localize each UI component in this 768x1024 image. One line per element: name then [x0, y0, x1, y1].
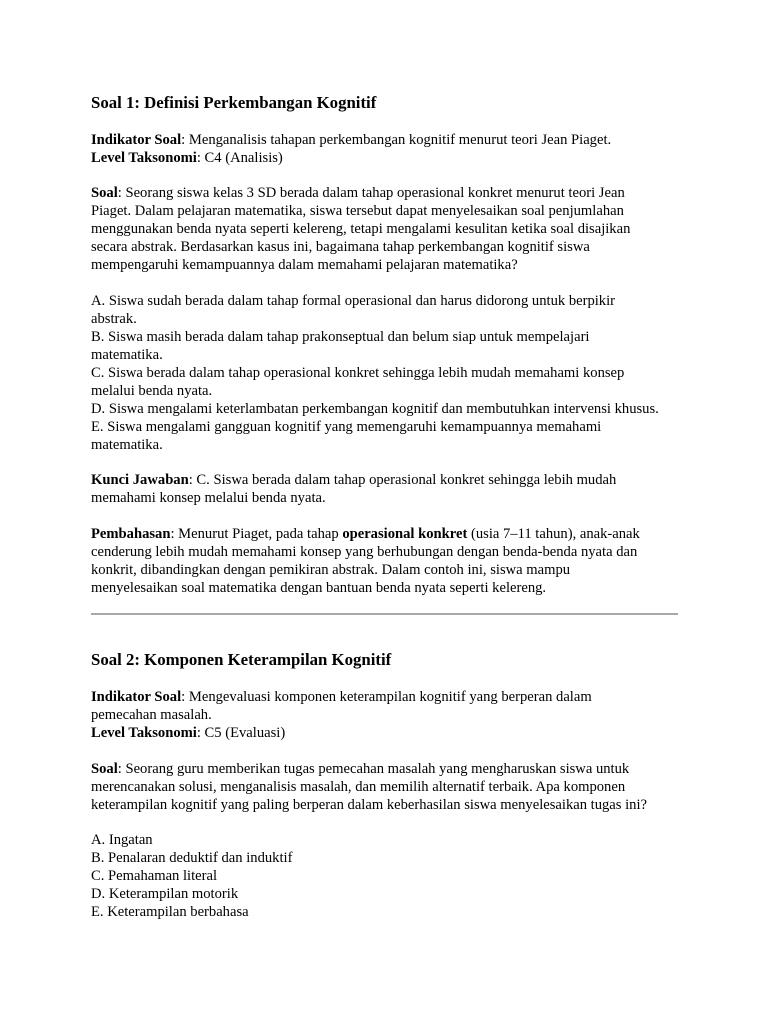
q2-indicator	[91, 688, 681, 724]
q1-discussion	[91, 525, 681, 597]
q1-option-e: E. Siswa mengalami gangguan kognitif yang memengaruhi kemampuannya memahami matematika.	[91, 419, 602, 453]
q2-option-d: D. Keterampilan motorik	[91, 886, 239, 902]
q1-answer-key-label: Kunci Jawaban	[91, 472, 189, 488]
q1-answer-key-text: : C. Siswa berada dalam tahap operasional konkret sehingga lebih mudah memahami konsep melalui benda nyata.	[91, 472, 617, 506]
q1-question-label: Soal	[91, 185, 118, 201]
q1-indicator-label: Indikator Soal	[91, 132, 182, 148]
q1-level-label: Level Taksonomi	[91, 150, 197, 166]
q1-discussion-pre: : Menurut Piaget, pada tahap	[170, 526, 343, 542]
q2-level-text: : C5 (Evaluasi)	[196, 725, 286, 741]
q2-option-c: C. Pemahaman literal	[91, 868, 218, 884]
q2-option-b: B. Penalaran deduktif dan induktif	[91, 850, 293, 866]
q2-question-label: Soal	[91, 761, 118, 777]
q2-title: Soal 2: Komponen Keterampilan Kognitif	[91, 650, 392, 669]
q2-indicator-label: Indikator Soal	[91, 689, 182, 705]
q2-question-text: : Seorang guru memberikan tugas pemecahan masalah yang mengharuskan siswa untuk merencanakan solusi, menganalisis masalah, dan memilih alternatif terbaik. Apa komponen keterampilan kognitif yang paling berperan dalam keberhasilan siswa menyelesaikan tugas ini?	[91, 761, 647, 813]
q1-option-a: A. Siswa sudah berada dalam tahap formal operasional dan harus didorong untuk berpikir abstrak.	[91, 293, 616, 327]
q2-level	[91, 724, 681, 742]
q1-option-c: C. Siswa berada dalam tahap operasional konkret sehingga lebih mudah memahami konsep melalui benda nyata.	[91, 365, 625, 399]
q1-discussion-post: (usia 7–11 tahun), anak-anak cenderung lebih mudah memahami konsep yang berhubungan dengan benda-benda nyata dan konkrit, dibandingkan dengan pemikiran abstrak. Dalam contoh ini, siswa mampu menyelesaikan soal matematika dengan bantuan benda nyata seperti kelereng.	[91, 526, 640, 596]
q1-discussion-label: Pembahasan	[91, 526, 171, 542]
q1-question-text: : Seorang siswa kelas 3 SD berada dalam tahap operasional konkret menurut teori Jean Piaget. Dalam pelajaran matematika, siswa tersebut dapat menyelesaikan soal penjumlahan menggunakan benda nyata seperti kelereng, tetapi mengalami kesulitan ketika soal disajikan secara abstrak. Berdasarkan kasus ini, bagaimana tahap perkembangan kognitif siswa mempengaruhi kemampuannya dalam memahami pelajaran matematika?	[91, 185, 631, 273]
q1-answer-key	[91, 471, 681, 507]
q1-indicator-text: : Menganalisis tahapan perkembangan kognitif menurut teori Jean Piaget.	[181, 132, 612, 148]
q1-option-d: D. Siswa mengalami keterlambatan perkembangan kognitif dan membutuhkan intervensi khusus.	[91, 401, 659, 417]
q1-indicator	[91, 131, 681, 149]
q2-option-a: A. Ingatan	[91, 832, 153, 848]
q1-question	[91, 184, 681, 274]
q2-indicator-text: : Mengevaluasi komponen keterampilan kognitif yang berperan dalam pemecahan masalah.	[91, 689, 592, 723]
q2-question	[91, 760, 681, 814]
q1-discussion-bold: operasional konkret	[342, 526, 468, 542]
q1-title: Soal 1: Definisi Perkembangan Kognitif	[91, 93, 377, 112]
q1-level-text: : C4 (Analisis)	[196, 150, 283, 166]
q2-level-label: Level Taksonomi	[91, 725, 197, 741]
q2-option-e: E. Keterampilan berbahasa	[91, 904, 249, 920]
section-divider	[91, 613, 678, 615]
q1-level	[91, 149, 681, 167]
q1-option-b: B. Siswa masih berada dalam tahap prakonseptual dan belum siap untuk mempelajari matematika.	[91, 329, 590, 363]
